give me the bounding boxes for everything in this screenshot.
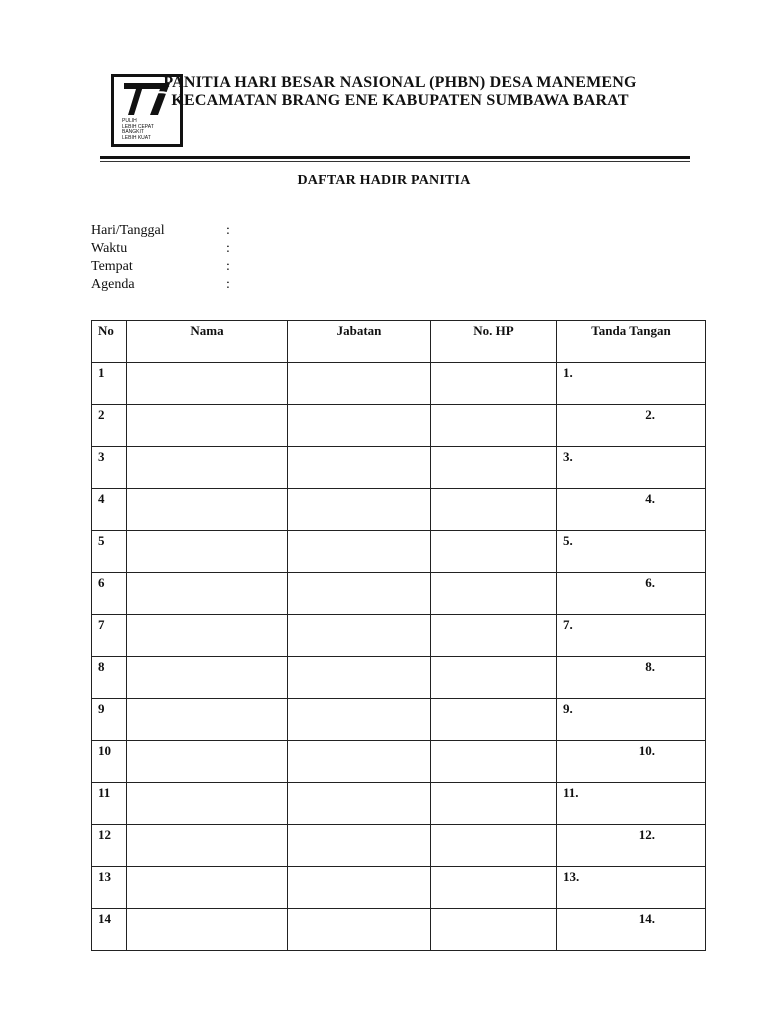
cell-no-hp: [431, 615, 557, 657]
cell-tanda-tangan: 4.: [557, 489, 706, 531]
cell-jabatan: [288, 363, 431, 405]
cell-nama: [127, 699, 288, 741]
logo-tagline: PULIH LEBIH CEPAT BANGKIT LEBIH KUAT: [122, 118, 154, 141]
cell-tanda-tangan: 1.: [557, 363, 706, 405]
cell-jabatan: [288, 657, 431, 699]
cell-tanda-tangan: 7.: [557, 615, 706, 657]
table-row: [92, 699, 706, 741]
table-row: [92, 783, 706, 825]
cell-tanda-tangan: 11.: [557, 783, 706, 825]
cell-nama: [127, 573, 288, 615]
cell-jabatan: [288, 615, 431, 657]
cell-no-hp: [431, 783, 557, 825]
info-colon: :: [226, 223, 230, 238]
info-label: Waktu: [91, 241, 128, 256]
table-header-row: [92, 321, 706, 363]
cell-tanda-tangan: 6.: [557, 573, 706, 615]
cell-tanda-tangan: 5.: [557, 531, 706, 573]
table-row: [92, 867, 706, 909]
table-row: [92, 489, 706, 531]
cell-nama: [127, 867, 288, 909]
cell-jabatan: [288, 447, 431, 489]
cell-no-hp: [431, 405, 557, 447]
cell-no: 8: [92, 657, 127, 699]
cell-nama: [127, 741, 288, 783]
cell-jabatan: [288, 825, 431, 867]
info-label: Hari/Tanggal: [91, 223, 165, 238]
info-row-time: [91, 241, 291, 259]
info-row-place: [91, 259, 291, 277]
cell-jabatan: [288, 405, 431, 447]
attendance-table: [91, 320, 706, 951]
info-colon: :: [226, 241, 230, 256]
table-row: [92, 909, 706, 951]
cell-jabatan: [288, 699, 431, 741]
cell-jabatan: [288, 531, 431, 573]
header-divider-thin: [100, 161, 690, 162]
info-colon: :: [226, 277, 230, 292]
cell-no-hp: [431, 489, 557, 531]
cell-tanda-tangan: 3.: [557, 447, 706, 489]
header-line-2: KECAMATAN BRANG ENE KABUPATEN SUMBAWA BARAT: [171, 92, 629, 109]
cell-tanda-tangan: 14.: [557, 909, 706, 951]
table-row: [92, 615, 706, 657]
info-block: [91, 223, 291, 295]
column-header-jabatan: Jabatan: [288, 321, 431, 363]
cell-no: 5: [92, 531, 127, 573]
cell-tanda-tangan: 2.: [557, 405, 706, 447]
cell-no: 6: [92, 573, 127, 615]
cell-no: 14: [92, 909, 127, 951]
cell-no: 13: [92, 867, 127, 909]
table-body: [92, 363, 706, 951]
cell-no: 4: [92, 489, 127, 531]
cell-jabatan: [288, 573, 431, 615]
table-row: [92, 657, 706, 699]
cell-no-hp: [431, 741, 557, 783]
cell-tanda-tangan: 10.: [557, 741, 706, 783]
cell-jabatan: [288, 489, 431, 531]
column-header-nama: Nama: [127, 321, 288, 363]
cell-jabatan: [288, 867, 431, 909]
cell-no: 7: [92, 615, 127, 657]
cell-nama: [127, 489, 288, 531]
cell-nama: [127, 909, 288, 951]
column-header-no: No: [92, 321, 127, 363]
cell-nama: [127, 363, 288, 405]
cell-no-hp: [431, 699, 557, 741]
cell-nama: [127, 657, 288, 699]
cell-nama: [127, 615, 288, 657]
info-label: Agenda: [91, 277, 135, 292]
cell-jabatan: [288, 783, 431, 825]
column-header-no-hp: No. HP: [431, 321, 557, 363]
cell-tanda-tangan: 12.: [557, 825, 706, 867]
cell-no-hp: [431, 573, 557, 615]
cell-no: 11: [92, 783, 127, 825]
table-row: [92, 531, 706, 573]
info-colon: :: [226, 259, 230, 274]
table-row: [92, 573, 706, 615]
cell-no: 1: [92, 363, 127, 405]
column-header-tanda-tangan: Tanda Tangan: [557, 321, 706, 363]
table-row: [92, 363, 706, 405]
cell-no: 10: [92, 741, 127, 783]
cell-nama: [127, 531, 288, 573]
cell-no: 12: [92, 825, 127, 867]
cell-jabatan: [288, 741, 431, 783]
cell-no-hp: [431, 363, 557, 405]
cell-no: 3: [92, 447, 127, 489]
info-label: Tempat: [91, 259, 133, 274]
cell-tanda-tangan: 13.: [557, 867, 706, 909]
cell-no-hp: [431, 657, 557, 699]
info-row-date: [91, 223, 291, 241]
cell-tanda-tangan: 9.: [557, 699, 706, 741]
cell-jabatan: [288, 909, 431, 951]
cell-tanda-tangan: 8.: [557, 657, 706, 699]
cell-no: 2: [92, 405, 127, 447]
cell-nama: [127, 783, 288, 825]
table-row: [92, 405, 706, 447]
cell-nama: [127, 447, 288, 489]
cell-no-hp: [431, 447, 557, 489]
cell-no-hp: [431, 867, 557, 909]
cell-nama: [127, 825, 288, 867]
table-row: [92, 741, 706, 783]
cell-no-hp: [431, 909, 557, 951]
document-title: DAFTAR HADIR PANITIA: [297, 173, 471, 188]
header-line-1: PANITIA HARI BESAR NASIONAL (PHBN) DESA MANEMENG: [163, 74, 637, 91]
info-row-agenda: [91, 277, 291, 295]
cell-no: 9: [92, 699, 127, 741]
header-divider-thick: [100, 156, 690, 159]
cell-no-hp: [431, 825, 557, 867]
table-row: [92, 447, 706, 489]
cell-no-hp: [431, 531, 557, 573]
cell-nama: [127, 405, 288, 447]
table-row: [92, 825, 706, 867]
